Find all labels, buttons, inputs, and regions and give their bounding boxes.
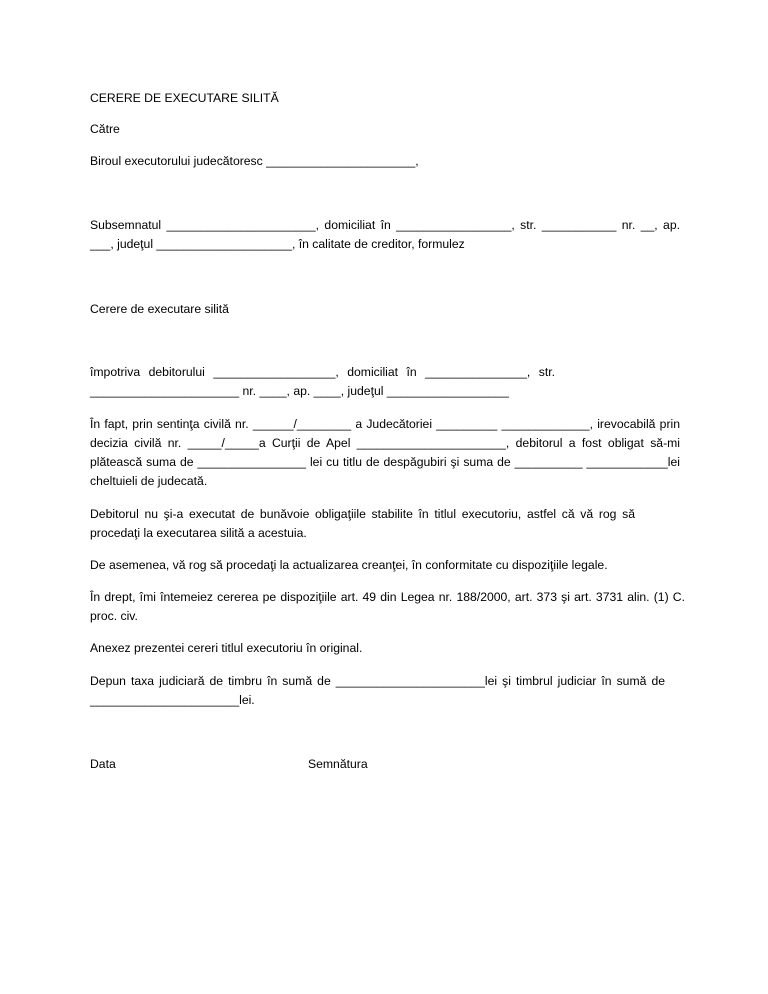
non-execution-paragraph: Debitorul nu şi-a executat de bunăvoie obligaţiile stabilite în titlul executoriu, astfel că vă rog să procedaţi la executarea silită a acestuia.: [90, 507, 635, 540]
signature-label: Semnătura: [308, 757, 368, 771]
intro-paragraph: Subsemnatul ______________________, domiciliat în _________________, str. ___________ nr. __, ap. ___, judeţul ____________________, în calitate de creditor, formulez: [90, 218, 680, 251]
document-title: CERERE DE EXECUTARE SILITĂ: [90, 91, 279, 105]
date-label: Data: [90, 757, 116, 771]
fees-paragraph: Depun taxa judiciară de timbru în sumă de ______________________lei şi timbrul judiciar în sumă de ______________________lei.: [90, 674, 665, 707]
facts-paragraph: În fapt, prin sentinţa civilă nr. ______/________ a Judecătoriei _________ _____________, irevocabilă prin decizia civilă nr. _____/_____a Curţii de Apel ______________________, debitorul a fost obligat să-mi plătească suma de ________________ lei cu titlu de despăgubiri şi suma de __________ ____________lei cheltuieli de judecată.: [90, 417, 680, 488]
annex-paragraph: Anexez prezentei cereri titlul executoriu în original.: [90, 641, 363, 655]
debtor-paragraph: împotriva debitorului __________________, domiciliat în _______________, str. ______________________ nr. ____, ap. ____, judeţul __________________: [90, 365, 555, 398]
addressee-line: Biroul executorului judecătoresc ______________________,: [90, 154, 419, 168]
addressee-prefix: Către: [90, 122, 120, 136]
update-claim-paragraph: De asemenea, vă rog să procedaţi la actualizarea creanţei, în conformitate cu dispoziţiile legale.: [90, 558, 608, 572]
legal-basis-paragraph: În drept, îmi întemeiez cererea pe dispoziţiile art. 49 din Legea nr. 188/2000, art. 373 şi art. 3731 alin. (1) C. proc. civ.: [90, 590, 685, 623]
request-subtitle: Cerere de executare silită: [90, 302, 229, 316]
